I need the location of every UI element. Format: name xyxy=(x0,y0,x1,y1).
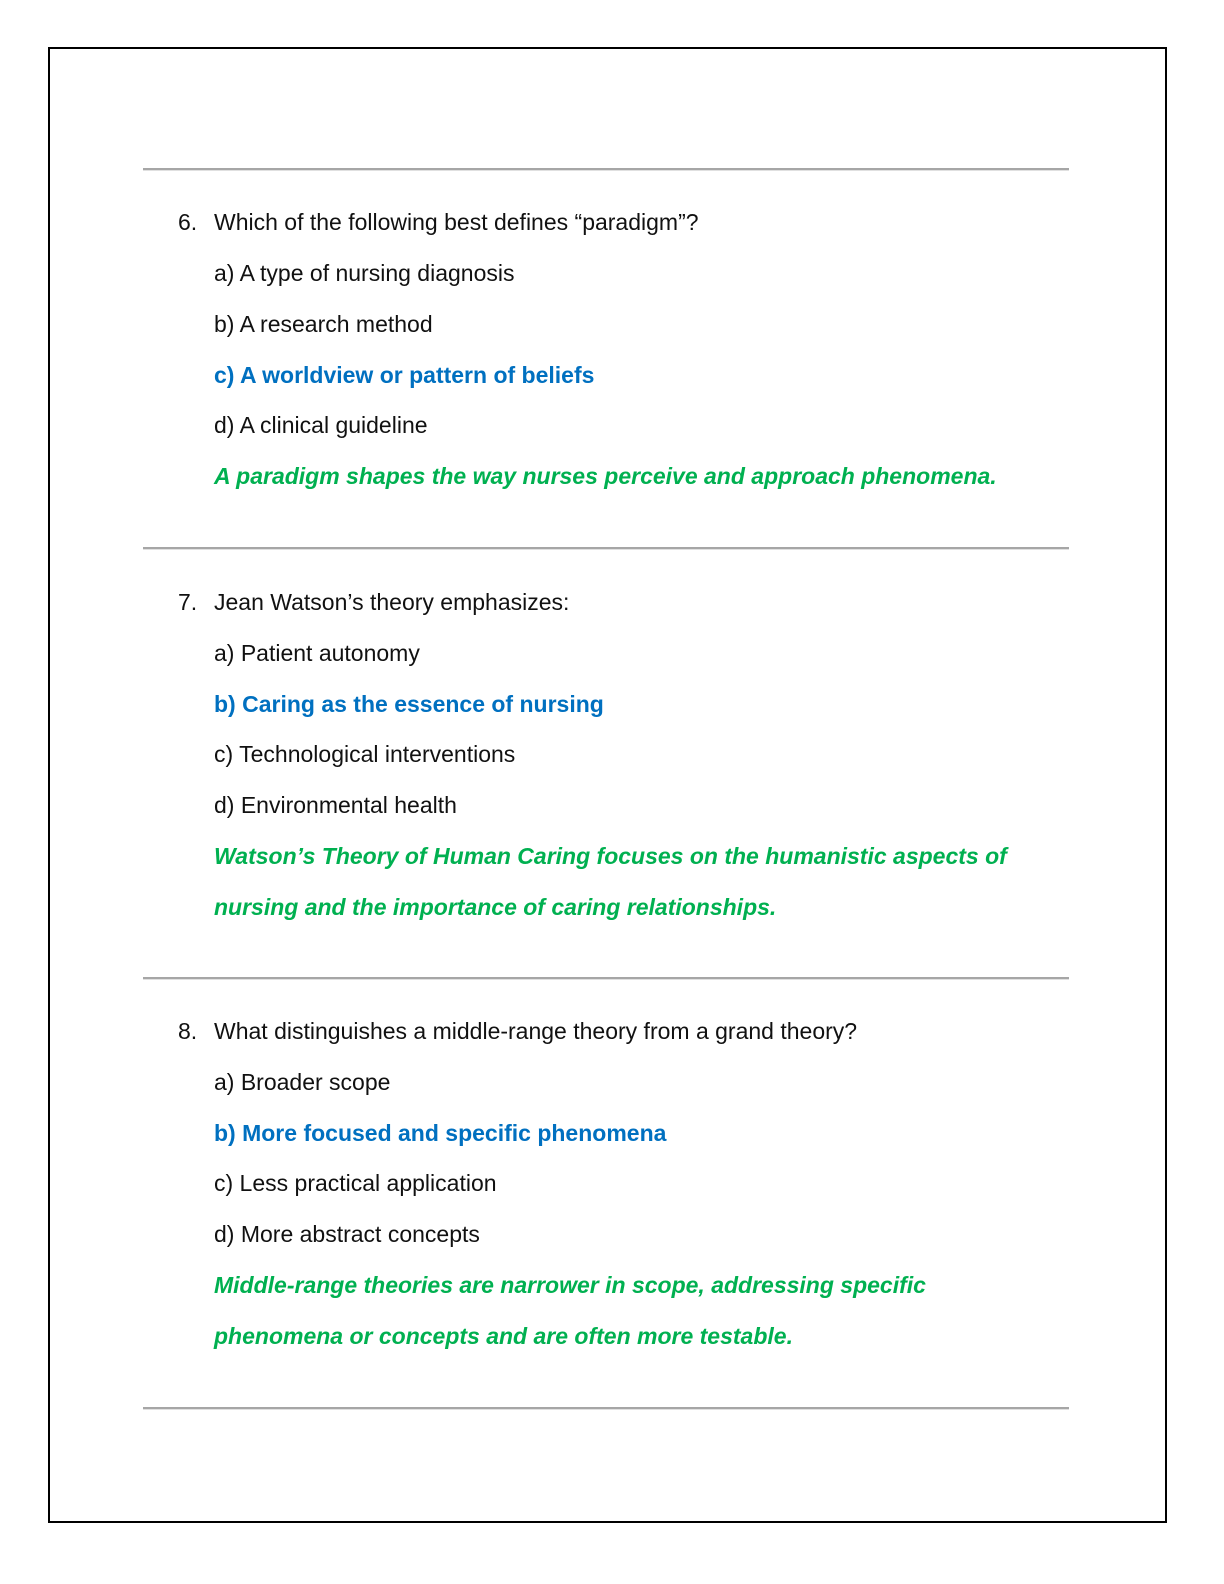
question-text: What distinguishes a middle-range theory from a grand theory? xyxy=(214,1018,858,1044)
option-c: c) Less practical application xyxy=(214,1170,497,1196)
option-d: d) Environmental health xyxy=(214,792,457,818)
explanation-line-1: Watson’s Theory of Human Caring focuses on the humanistic aspects of xyxy=(214,843,1007,869)
option-a: a) Patient autonomy xyxy=(214,640,420,666)
option-b-correct: b) Caring as the essence of nursing xyxy=(214,691,604,717)
question-number: 8. xyxy=(178,1018,198,1044)
option-b-correct: b) More focused and specific phenomena xyxy=(214,1120,667,1146)
explanation: A paradigm shapes the way nurses perceive and approach phenomena. xyxy=(214,463,997,489)
question-text: Jean Watson’s theory emphasizes: xyxy=(214,589,570,615)
divider xyxy=(143,977,1069,980)
divider xyxy=(143,168,1069,171)
option-a: a) Broader scope xyxy=(214,1069,391,1095)
explanation-line-2: phenomena or concepts and are often more testable. xyxy=(214,1323,793,1349)
explanation-line-1: Middle-range theories are narrower in scope, addressing specific xyxy=(214,1272,926,1298)
option-b: b) A research method xyxy=(214,311,433,337)
option-d: d) A clinical guideline xyxy=(214,412,428,438)
divider xyxy=(143,1407,1069,1410)
option-c-correct: c) A worldview or pattern of beliefs xyxy=(214,362,595,388)
question-number: 6. xyxy=(178,209,198,235)
question-number: 7. xyxy=(178,589,198,615)
question-text: Which of the following best defines “paradigm”? xyxy=(214,209,699,235)
explanation-line-2: nursing and the importance of caring relationships. xyxy=(214,894,777,920)
divider xyxy=(143,547,1069,550)
option-c: c) Technological interventions xyxy=(214,741,516,767)
option-a: a) A type of nursing diagnosis xyxy=(214,260,515,286)
option-d: d) More abstract concepts xyxy=(214,1221,480,1247)
